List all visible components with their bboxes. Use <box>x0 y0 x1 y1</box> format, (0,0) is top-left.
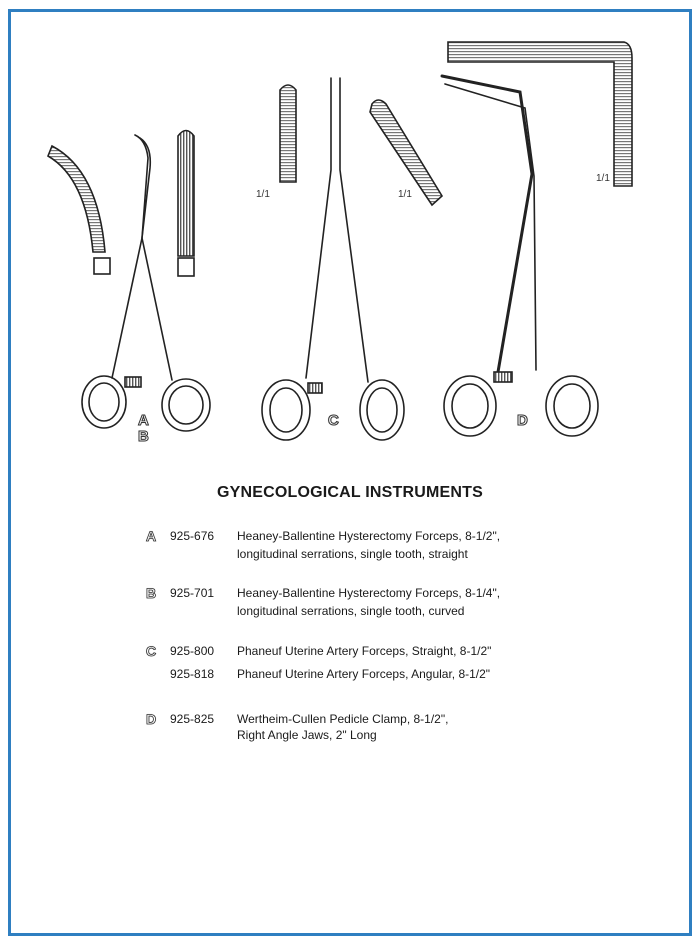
figure-label-c: C <box>328 412 339 429</box>
straight-jaw-detail-c-icon <box>280 85 296 182</box>
item-description: Right Angle Jaws, 2" Long <box>237 728 377 742</box>
entry-letter: A <box>146 528 157 544</box>
item-description: longitudinal serrations, single tooth, straight <box>237 547 468 561</box>
figure-label-a: A <box>138 412 149 429</box>
curved-jaw-detail-icon <box>48 146 110 274</box>
entry-letter: B <box>146 585 157 601</box>
item-description: Heaney-Ballentine Hysterectomy Forceps, 8-1/4", <box>237 586 501 600</box>
item-description: longitudinal serrations, single tooth, curved <box>237 604 465 618</box>
straight-jaw-detail-icon <box>178 131 194 277</box>
scale-label-c-right: 1/1 <box>398 189 412 200</box>
clamp-d-icon <box>442 76 598 436</box>
item-description: Phaneuf Uterine Artery Forceps, Angular, 8-1/2" <box>237 667 491 681</box>
item-description: Phaneuf Uterine Artery Forceps, Straight, 8-1/2" <box>237 644 492 658</box>
scale-label-d: 1/1 <box>596 173 610 184</box>
page-title: GYNECOLOGICAL INSTRUMENTS <box>216 484 484 501</box>
scale-label-c-left: 1/1 <box>256 189 270 200</box>
entry-letter: D <box>146 711 157 727</box>
right-angle-jaw-detail-icon <box>448 42 632 186</box>
figure-label-b: B <box>138 428 149 445</box>
item-code: 925-825 <box>170 712 215 726</box>
item-description: Wertheim-Cullen Pedicle Clamp, 8-1/2", <box>237 712 449 726</box>
item-code: 925-818 <box>170 667 215 681</box>
item-code: 925-676 <box>170 529 215 543</box>
item-code: 925-701 <box>170 586 215 600</box>
figure-label-d: D <box>517 412 528 429</box>
item-code: 925-800 <box>170 644 215 658</box>
instrument-illustration <box>0 0 700 470</box>
item-description: Heaney-Ballentine Hysterectomy Forceps, 8-1/2", <box>237 529 501 543</box>
entry-letter: C <box>146 643 157 659</box>
